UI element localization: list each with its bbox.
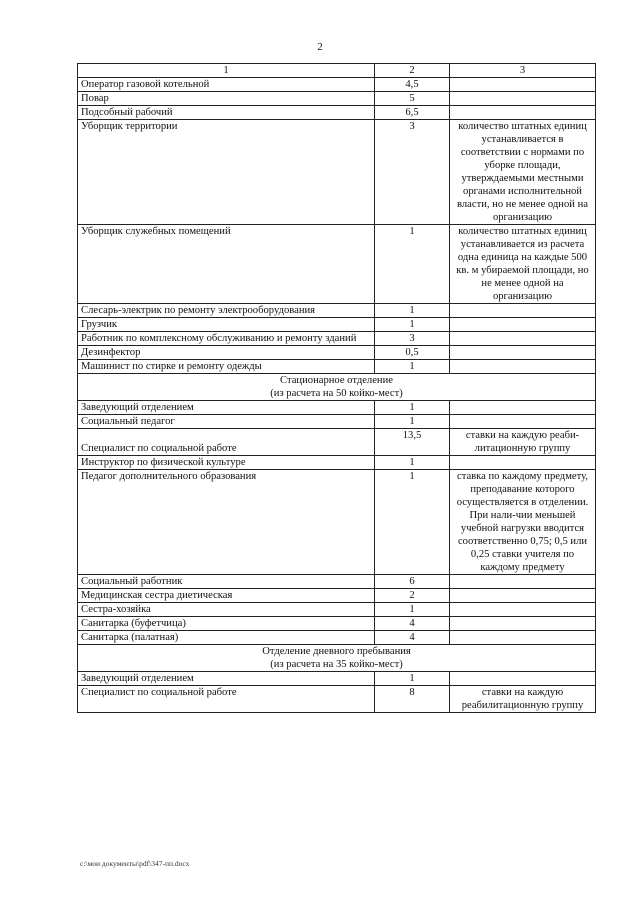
note-cell [450, 617, 596, 631]
note-cell: количество штатных единиц устанавливается в соответствии с нормами по уборке площади, утверждаемыми местными органами исполнительной власти, но не менее одной на организацию [450, 120, 596, 225]
count-cell: 8 [375, 686, 450, 713]
position-cell: Уборщик территории [78, 120, 375, 225]
staffing-table [77, 63, 596, 713]
count-cell: 2 [375, 589, 450, 603]
count-cell: 1 [375, 603, 450, 617]
note-cell [450, 456, 596, 470]
note-cell [450, 415, 596, 429]
note-cell: ставки на каждую реаби-литационную группу [450, 429, 596, 456]
note-cell [450, 304, 596, 318]
table-row [78, 120, 596, 225]
count-cell: 1 [375, 672, 450, 686]
column-header: 1 [78, 64, 375, 78]
position-cell: Машинист по стирке и ремонту одежды [78, 360, 375, 374]
position-cell: Оператор газовой котельной [78, 78, 375, 92]
position-cell: Социальный педагог [78, 415, 375, 429]
count-cell: 5 [375, 92, 450, 106]
section-subtitle: (из расчета на 35 койко-мест) [270, 659, 403, 670]
position-cell: Специалист по социальной работе [78, 686, 375, 713]
table-row [78, 415, 596, 429]
section-title: Стационарное отделение [280, 375, 393, 386]
position-cell: Подсобный рабочий [78, 106, 375, 120]
note-cell: ставки на каждую реабилитационную группу [450, 686, 596, 713]
count-cell: 4,5 [375, 78, 450, 92]
count-cell: 4 [375, 617, 450, 631]
count-cell: 1 [375, 225, 450, 304]
position-cell: Работник по комплексному обслуживанию и ремонту зданий [78, 332, 375, 346]
note-cell [450, 589, 596, 603]
table-row [78, 401, 596, 415]
footer-file-path: c:\мои документы\pdf\347-пп.docx [80, 859, 190, 868]
table-row [78, 429, 596, 456]
position-cell: Медицинская сестра диетическая [78, 589, 375, 603]
table-row [78, 360, 596, 374]
note-cell [450, 401, 596, 415]
column-header: 2 [375, 64, 450, 78]
section-header-row [78, 645, 596, 672]
note-cell [450, 575, 596, 589]
table-row [78, 672, 596, 686]
count-cell: 1 [375, 360, 450, 374]
section-subtitle: (из расчета на 50 койко-мест) [270, 388, 403, 399]
note-cell: ставка по каждому предмету, преподавание которого осуществляется в отделении. При нали-чии меньшей учебной нагрузки вводится соответственно 0,75; 0,5 или 0,25 ставки учителя по каждому предмету [450, 470, 596, 575]
table-row [78, 617, 596, 631]
table-row [78, 686, 596, 713]
count-cell: 6,5 [375, 106, 450, 120]
section-title: Отделение дневного пребывания [262, 646, 411, 657]
count-cell: 13,5 [375, 429, 450, 456]
position-cell: Санитарка (палатная) [78, 631, 375, 645]
position-cell: Социальный работник [78, 575, 375, 589]
position-cell: Уборщик служебных помещений [78, 225, 375, 304]
table-row [78, 631, 596, 645]
section-header-row [78, 374, 596, 401]
position-cell: Заведующий отделением [78, 401, 375, 415]
position-cell: Повар [78, 92, 375, 106]
section-header-cell [78, 374, 596, 401]
table-row [78, 456, 596, 470]
note-cell [450, 92, 596, 106]
table-row [78, 225, 596, 304]
table-row [78, 106, 596, 120]
position-cell: Грузчик [78, 318, 375, 332]
count-cell: 1 [375, 304, 450, 318]
table-row [78, 78, 596, 92]
column-header: 3 [450, 64, 596, 78]
note-cell [450, 78, 596, 92]
note-cell [450, 360, 596, 374]
note-cell: количество штатных единиц устанавливается из расчета одна единица на каждые 500 кв. м убираемой площади, но не менее одной на организацию [450, 225, 596, 304]
position-cell: Инструктор по физической культуре [78, 456, 375, 470]
table-row [78, 470, 596, 575]
table-row [78, 603, 596, 617]
table-row [78, 92, 596, 106]
table-row [78, 318, 596, 332]
note-cell [450, 603, 596, 617]
count-cell: 3 [375, 332, 450, 346]
table-row [78, 575, 596, 589]
table-header-row [78, 64, 596, 78]
count-cell: 4 [375, 631, 450, 645]
note-cell [450, 346, 596, 360]
position-cell: Слесарь-электрик по ремонту электрооборудования [78, 304, 375, 318]
position-cell: Санитарка (буфетчица) [78, 617, 375, 631]
count-cell: 1 [375, 470, 450, 575]
section-header-cell [78, 645, 596, 672]
note-cell [450, 631, 596, 645]
position-cell: Специалист по социальной работе [78, 429, 375, 456]
count-cell: 1 [375, 318, 450, 332]
position-cell: Сестра-хозяйка [78, 603, 375, 617]
count-cell: 1 [375, 401, 450, 415]
note-cell [450, 672, 596, 686]
position-cell: Дезинфектор [78, 346, 375, 360]
count-cell: 6 [375, 575, 450, 589]
note-cell [450, 332, 596, 346]
count-cell: 1 [375, 415, 450, 429]
count-cell: 3 [375, 120, 450, 225]
position-cell: Заведующий отделением [78, 672, 375, 686]
table-row [78, 589, 596, 603]
table-row [78, 332, 596, 346]
note-cell [450, 106, 596, 120]
page-number: 2 [317, 41, 323, 53]
count-cell: 0,5 [375, 346, 450, 360]
table-row [78, 304, 596, 318]
count-cell: 1 [375, 456, 450, 470]
note-cell [450, 318, 596, 332]
table-row [78, 346, 596, 360]
position-cell: Педагог дополнительного образования [78, 470, 375, 575]
